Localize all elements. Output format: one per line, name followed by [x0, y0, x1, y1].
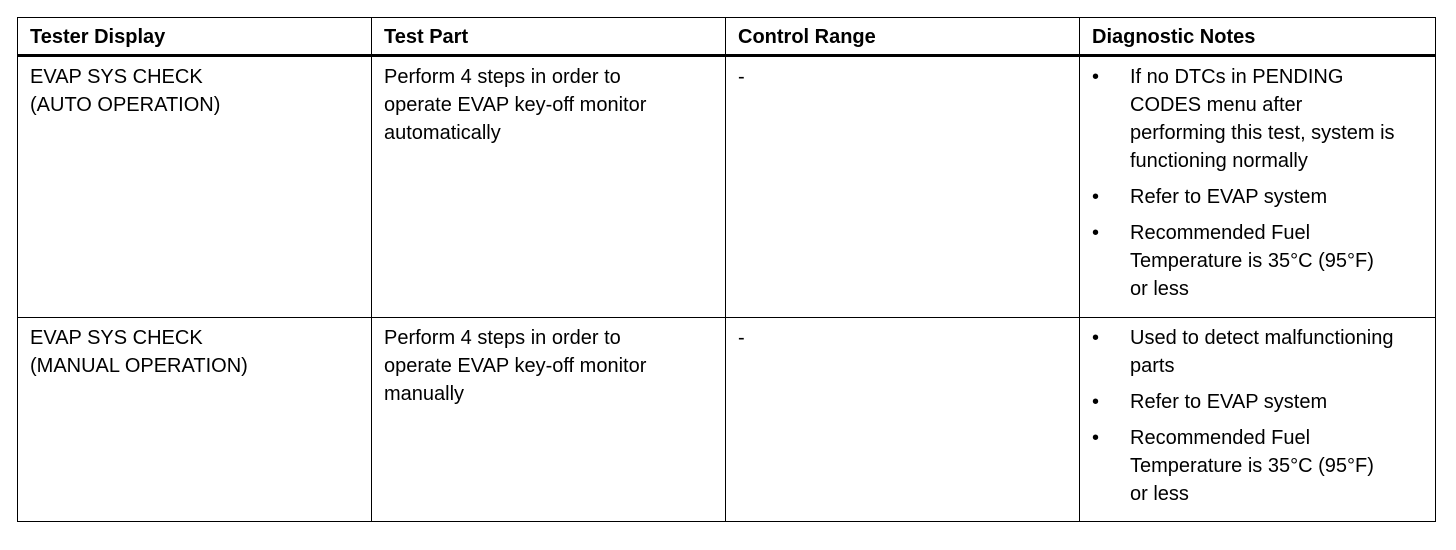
- test-part-cell: [372, 318, 726, 522]
- note-line: CODES menu after: [1130, 94, 1303, 116]
- test-part-line: Perform 4 steps in order to: [384, 327, 621, 349]
- note-line: parts: [1130, 355, 1175, 377]
- tester-display-line: EVAP SYS CHECK: [30, 327, 203, 349]
- note-item: [1092, 388, 1423, 416]
- header-row: [18, 18, 1436, 56]
- note-line: Used to detect malfunctioning: [1130, 327, 1394, 349]
- diagnostic-notes-cell: [1080, 318, 1436, 522]
- bullet-icon: •: [1092, 222, 1100, 244]
- header-tester-display: Tester Display: [18, 18, 372, 56]
- bullet-icon: •: [1092, 66, 1100, 88]
- bullet-icon: •: [1092, 186, 1100, 208]
- note-line: Temperature is 35°C (95°F): [1130, 455, 1374, 477]
- control-range-value: -: [738, 327, 745, 349]
- tester-display-cell: [18, 56, 372, 318]
- bullet-icon: •: [1092, 391, 1100, 413]
- test-part-line: operate EVAP key-off monitor: [384, 94, 647, 116]
- table-row: [18, 318, 1436, 522]
- note-line: Recommended Fuel: [1130, 427, 1311, 449]
- note-line: Refer to EVAP system: [1130, 186, 1328, 208]
- note-line: performing this test, system is: [1130, 122, 1395, 144]
- note-line: functioning normally: [1130, 150, 1308, 172]
- control-range-cell: [726, 56, 1080, 318]
- header-control-range: Control Range: [726, 18, 1080, 56]
- table-row: [18, 56, 1436, 318]
- note-line: or less: [1130, 278, 1189, 300]
- bullet-icon: •: [1092, 327, 1100, 349]
- note-line: or less: [1130, 483, 1189, 505]
- test-part-line: manually: [384, 383, 465, 405]
- tester-display-line: EVAP SYS CHECK: [30, 66, 203, 88]
- test-part-cell: [372, 56, 726, 318]
- tester-display-line: (AUTO OPERATION): [30, 94, 221, 116]
- diagnostic-table: [17, 17, 1436, 522]
- test-part-line: automatically: [384, 122, 501, 144]
- note-line: Refer to EVAP system: [1130, 391, 1328, 413]
- note-line: Temperature is 35°C (95°F): [1130, 250, 1374, 272]
- tester-display-line: (MANUAL OPERATION): [30, 355, 248, 377]
- note-line: Recommended Fuel: [1130, 222, 1311, 244]
- test-part-line: operate EVAP key-off monitor: [384, 355, 647, 377]
- note-item: [1092, 219, 1423, 303]
- tester-display-cell: [18, 318, 372, 522]
- diagnostic-notes-cell: [1080, 56, 1436, 318]
- note-line: If no DTCs in PENDING: [1130, 66, 1344, 88]
- note-item: [1092, 324, 1423, 380]
- note-item: [1092, 183, 1423, 211]
- control-range-cell: [726, 318, 1080, 522]
- bullet-icon: •: [1092, 427, 1100, 449]
- test-part-line: Perform 4 steps in order to: [384, 66, 621, 88]
- note-item: [1092, 424, 1423, 508]
- header-diagnostic-notes: Diagnostic Notes: [1080, 18, 1436, 56]
- notes-list: [1092, 63, 1423, 303]
- notes-list: [1092, 324, 1423, 508]
- note-item: [1092, 63, 1423, 175]
- header-test-part: Test Part: [372, 18, 726, 56]
- control-range-value: -: [738, 66, 745, 88]
